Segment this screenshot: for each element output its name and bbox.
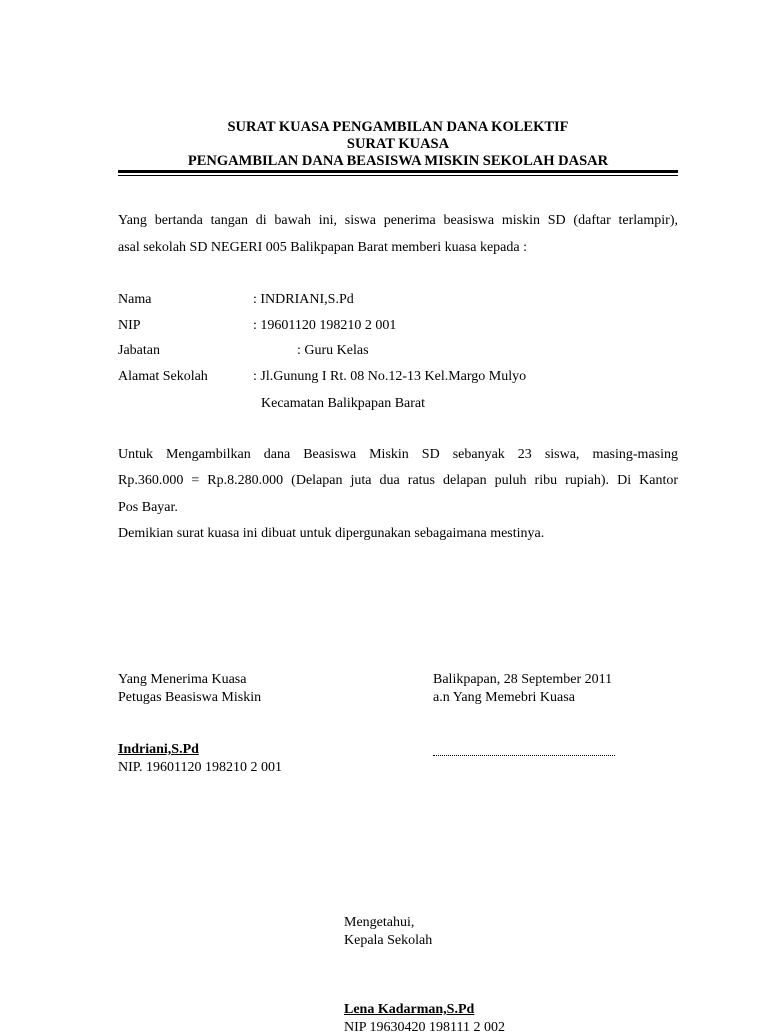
receiver-title-1: Yang Menerima Kuasa	[118, 672, 247, 687]
approval-name: Lena Kadarman,S.Pd	[344, 1002, 475, 1017]
receiver-name: Indriani,S.Pd	[118, 742, 199, 757]
header-line-1: SURAT KUASA PENGAMBILAN DANA KOLEKTIF	[227, 119, 569, 135]
approval-nip: NIP 19630420 198111 2 002	[344, 1020, 505, 1035]
intro-line-1: Yang bertanda tangan di bawah ini, siswa penerima beasiswa miskin SD (daftar terlampir),	[118, 213, 678, 228]
header-rule-thin	[118, 175, 678, 176]
body-line-1: Untuk Mengambilkan dana Beasiswa Miskin SD sebanyak 23 siswa, masing-masing	[118, 447, 678, 462]
field-nama-value: : INDRIANI,S.Pd	[253, 292, 354, 307]
intro-line-2: asal sekolah SD NEGERI 005 Balikpapan Barat memberi kuasa kepada :	[118, 240, 527, 255]
body-line-2: Rp.360.000 = Rp.8.280.000 (Delapan juta dua ratus delapan puluh ribu rupiah). Di Kantor	[118, 473, 678, 488]
receiver-title-2: Petugas Beasiswa Miskin	[118, 690, 262, 705]
giver-signature-line	[433, 743, 615, 756]
closing-line: Demikian surat kuasa ini dibuat untuk dipergunakan sebagaimana mestinya.	[118, 526, 545, 541]
header-rule-thick	[118, 170, 678, 173]
giver-title: a.n Yang Memebri Kuasa	[433, 690, 575, 705]
header-line-2: SURAT KUASA	[346, 136, 450, 152]
field-nip-value: : 19601120 198210 2 001	[253, 318, 397, 333]
approval-title-1: Mengetahui,	[344, 915, 415, 930]
place-date: Balikpapan, 28 September 2011	[433, 672, 613, 687]
field-jabatan-label: Jabatan	[118, 343, 160, 358]
field-nip-label: NIP	[118, 318, 141, 333]
field-alamat-label: Alamat Sekolah	[118, 369, 208, 384]
field-jabatan-value: : Guru Kelas	[297, 343, 369, 358]
field-nama-label: Nama	[118, 292, 152, 307]
approval-title-2: Kepala Sekolah	[344, 933, 433, 948]
body-line-3: Pos Bayar.	[118, 500, 178, 515]
field-alamat-value-2: Kecamatan Balikpapan Barat	[261, 396, 426, 411]
receiver-nip: NIP. 19601120 198210 2 001	[118, 760, 282, 775]
field-alamat-value-1: : Jl.Gunung I Rt. 08 No.12-13 Kel.Margo Mulyo	[253, 369, 527, 384]
header-line-3: PENGAMBILAN DANA BEASISWA MISKIN SEKOLAH DASAR	[187, 153, 609, 169]
